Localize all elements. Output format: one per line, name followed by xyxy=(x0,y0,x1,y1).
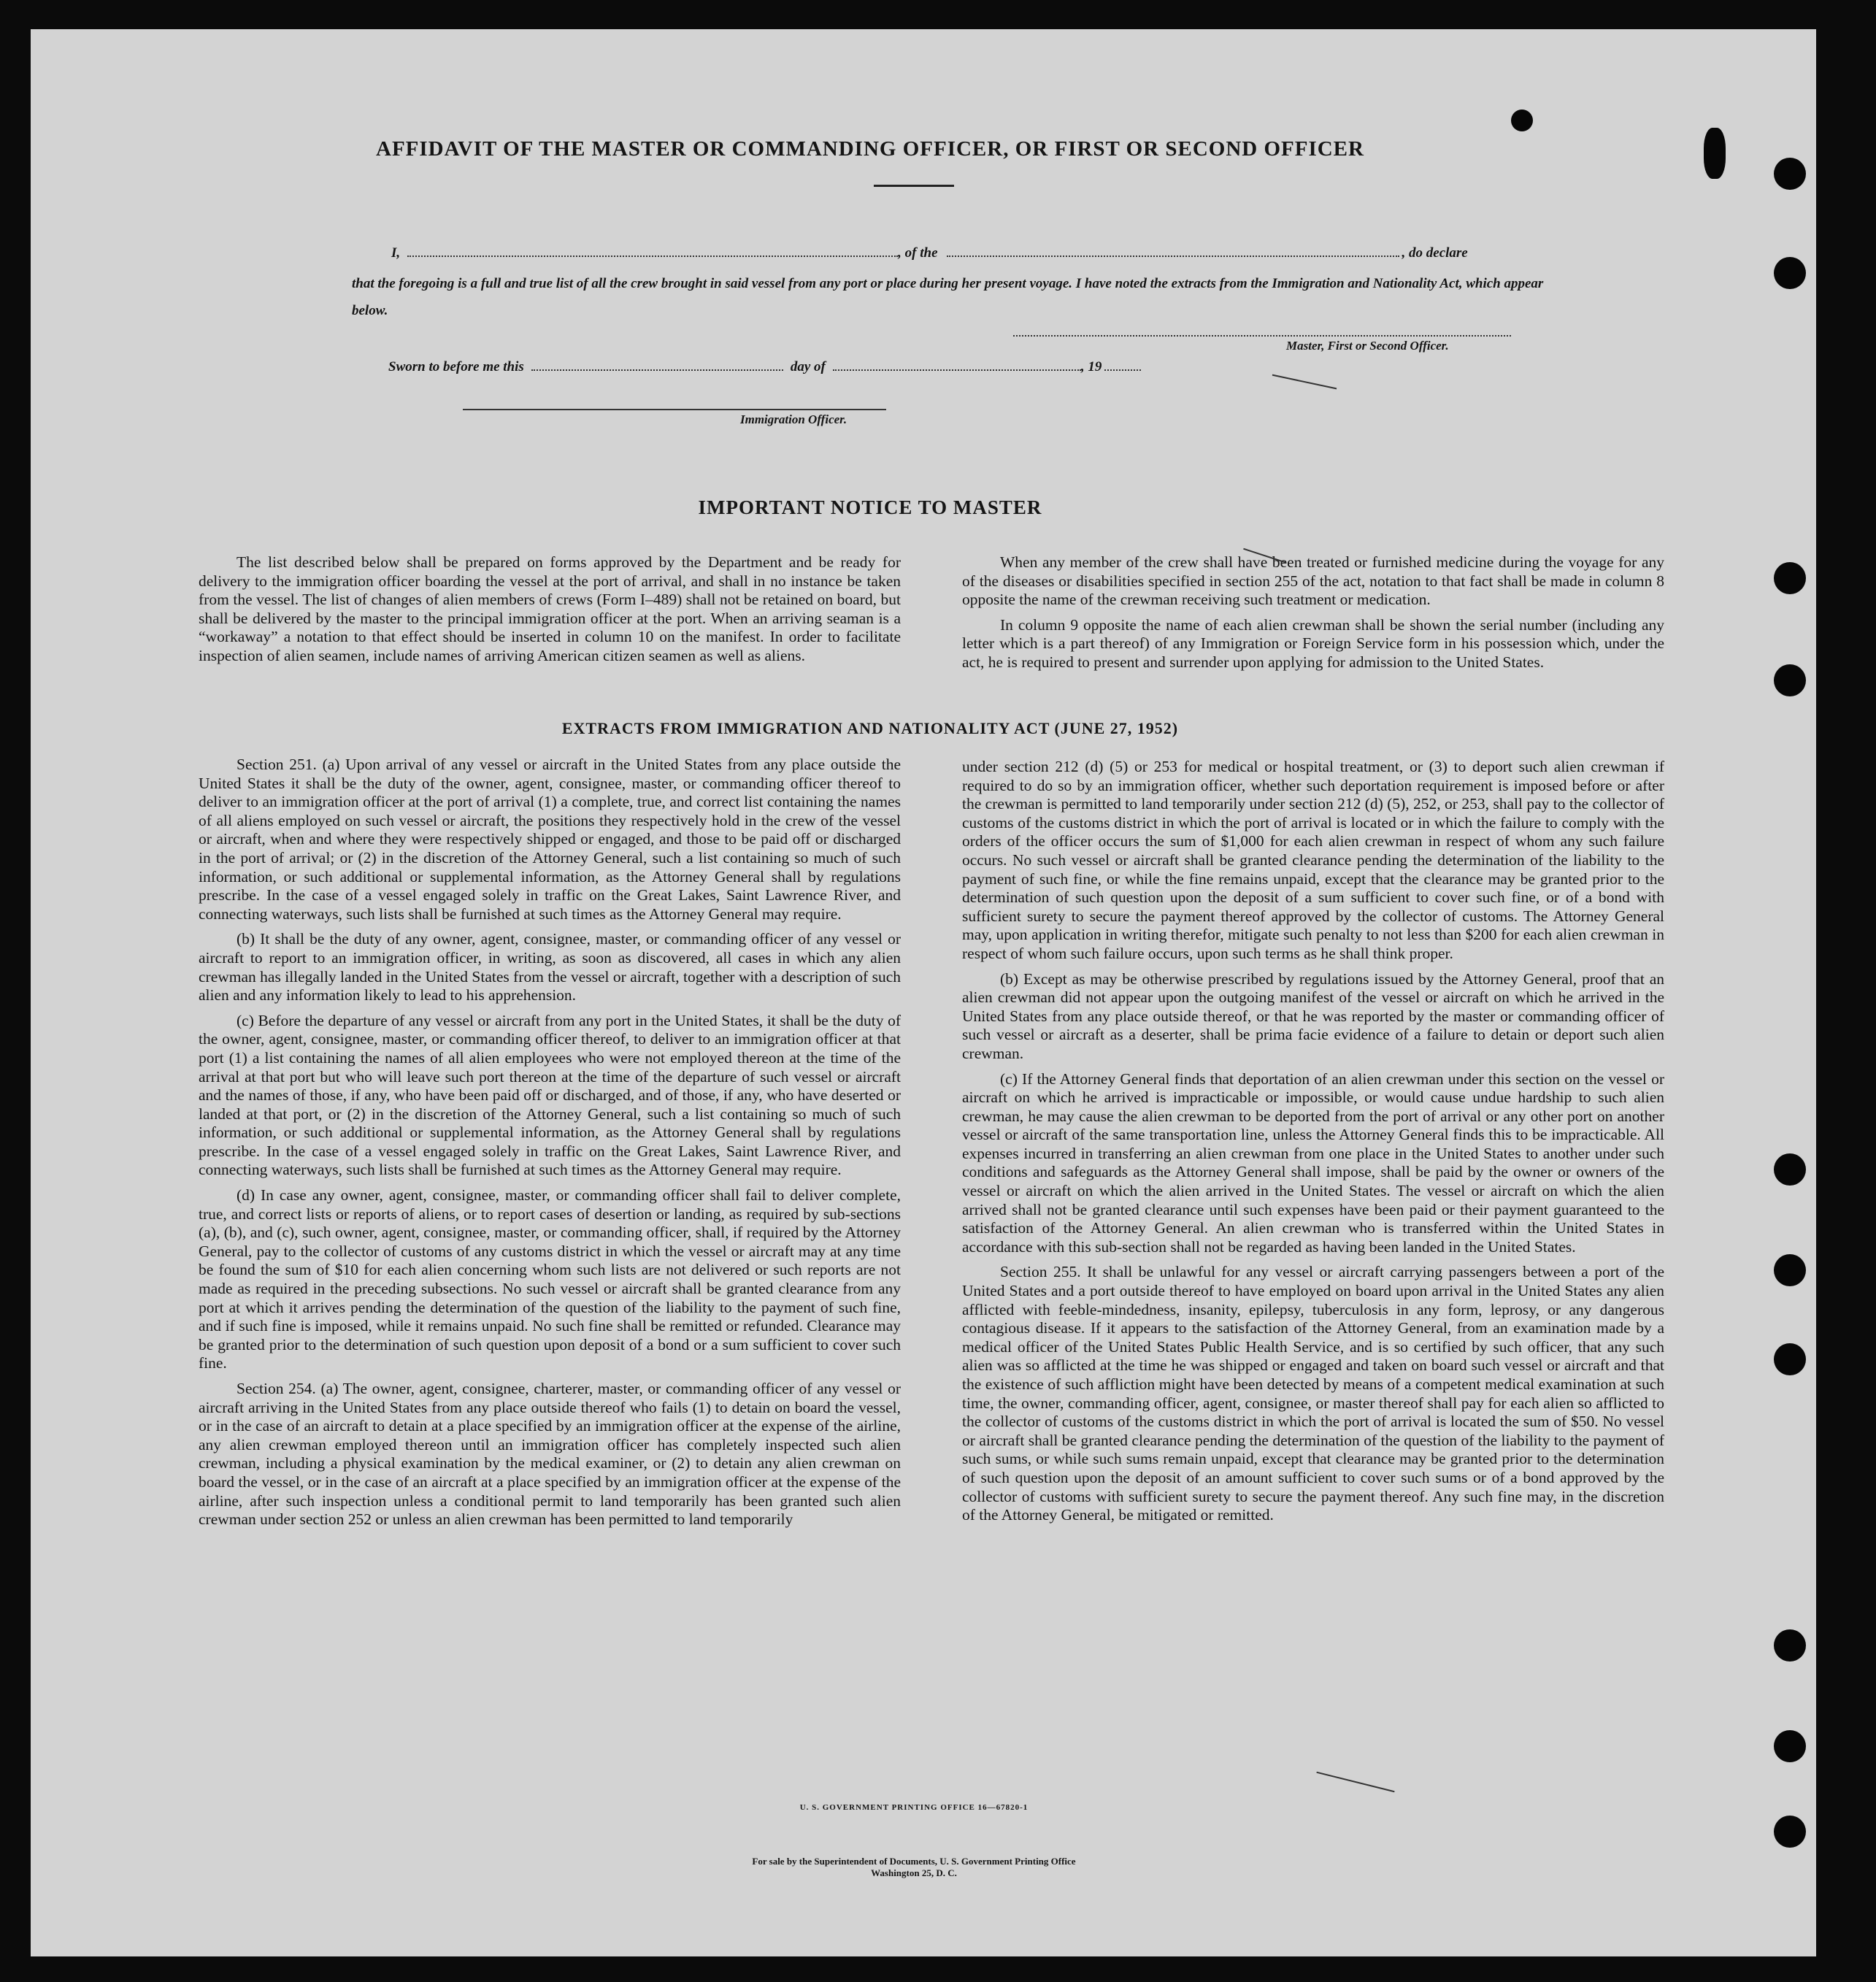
notice-paragraph: The list described below shall be prepared on forms approved by the Department and be ready for delivery to the immigration officer boarding the vessel at the port of arrival, and shall in no instance be taken from the vessel. The list of changes of alien members of crews (Form I–489) shall not be retained on board, but shall be delivered by the master to the principal immigration officer at the port. When an arriving seaman is a “workaway” a notation to that effect should be inserted in column 10 on the manifest. In order to facilitate inspection of alien seamen, include names of arriving American citizen seamen as well as aliens. xyxy=(199,553,901,664)
notice-left-column xyxy=(199,553,901,666)
notice-right-column xyxy=(962,553,1664,672)
punch-hole-icon xyxy=(1774,1153,1806,1186)
i-label: I, xyxy=(391,245,401,261)
section-251-c: (c) Before the departure of any vessel or aircraft from any port in the United States, it shall be the duty of the owner, agent, consignee, master, or commanding officer thereof, to deliver to an immigration officer at that port (1) a list containing the names of all alien employees who were not employed thereon at the time of the arrival at that port but who will leave such port thereon at the time of the departure of such vessel or aircraft and the names of those, if any, who have been paid off or discharged, and of those, if any, who have deserted or landed at that port, or (2) in the discretion of the Attorney General, such a list containing so much of such information, or such additional or supplemental information, as the Attorney General shall by regulations prescribe. In the case of a vessel engaged solely in traffic on the Great Lakes, Saint Lawrence River, and connecting waterways, such lists shall be furnished at such times as the Attorney General may require. xyxy=(199,1011,901,1179)
section-254-a: Section 254. (a) The owner, agent, consignee, charterer, master, or commanding officer of any vessel or aircraft arriving in the United States from any place outside thereof who fails (1) to detain on board the vessel, or in the case of an aircraft to detain at a place specified by an immigration officer at the expense of the airline, any alien crewman employed thereon until an immigration officer has completely inspected such alien crewman, including a physical examination by the medical examiner, or (2) to detain any alien crewman on board the vessel, or in the case of an aircraft at a place specified by an immigration officer at the expense of the airline, after such inspection unless a conditional permit to land temporarily has been granted such alien crewman under section 252 or unless an alien crewman has been permitted to land temporarily xyxy=(199,1380,901,1529)
day-of-label: day of xyxy=(790,359,826,374)
extracts-title: EXTRACTS FROM IMMIGRATION AND NATIONALITY ACT (JUNE 27, 1952) xyxy=(561,719,1179,737)
section-251-d: (d) In case any owner, agent, consignee, master, or commanding officer shall fail to deliver complete, true, and correct lists or reports of aliens, or to report cases of desertion or landing, as required by sub-sections (a), (b), and (c), such owner, agent, consignee, master, or commanding officer, shall, if required by the Attorney General, pay to the collector of customs of any customs district in which the vessel or aircraft may at any time be found the sum of $10 for each alien concerning whom such lists are not delivered or such reports are not made as required in the preceding subsections. No such vessel or aircraft shall be granted clearance from any port at which it arrives pending the determination of the question of the liability to the payment of such fine, and if such fine is imposed, while it remains unpaid. No such fine shall be remitted or refunded. Clearance may be granted prior to the determination of such question upon deposit of a bond or a sum sufficient to cover such fine. xyxy=(199,1186,901,1372)
notice-paragraph: In column 9 opposite the name of each alien crewman shall be shown the serial number (including any letter which is a part thereof) of any Immigration or Foreign Service form in his possession which, under the act, he is required to present and surrender upon applying for admission to the United States. xyxy=(962,615,1664,671)
section-255: Section 255. It shall be unlawful for any vessel or aircraft carrying passengers between a port of the United States and a port outside thereof to have employed on board upon arrival in the United States any alien afflicted with feeble-mindedness, insanity, epilepsy, tuberculosis in any form, leprosy, or any dangerous contagious disease. If it appears to the satisfaction of the Attorney General, from an examination made by a medical officer of the United States Public Health Service, and is so certified by such officer, that any such alien was so afflicted at the time he was shipped or engaged and taken on board such vessel or aircraft and that the existence of such affliction might have been detected by means of a competent medical examination at such time, the owner, commanding officer, agent, consignee, or master thereof shall pay for each alien so afflicted to the collector of customs of the customs district in which the port of arrival is located the sum of $50. No vessel or aircraft shall be granted clearance pending the determination of the question of the liability to the payment of such sums, or while such sums remain unpaid, except that clearance may be granted prior to the determination of such question upon the deposit of an amount sufficient to cover such sums or of a bond approved by the collector of customs with sufficient surety to secure the payment thereof. Any such fine may, in the discretion of the Attorney General, be mitigated or remitted. xyxy=(962,1263,1664,1524)
year-label: , 19 xyxy=(1080,359,1102,374)
section-251-a: Section 251. (a) Upon arrival of any vessel or aircraft in the United States from any place outside the United States it shall be the duty of the owner, agent, consignee, master, or commanding officer thereof to deliver to an immigration officer at the port of arrival (1) a complete, true, and correct list containing the names of all aliens employed on such vessel or aircraft, the positions they respectively hold in the crew of the vessel or aircraft, when and where they were respectively shipped or engaged, and those to be paid off or discharged in the port of arrival; or (2) in the discretion of the Attorney General, such a list containing so much of such information, or such additional or supplemental information, as the Attorney General shall by regulations prescribe. In the case of a vessel engaged solely in traffic on the Great Lakes, Saint Lawrence River, and connecting waterways, such lists shall be furnished at such times as the Attorney General may require. xyxy=(199,756,901,923)
master-label: Master, First or Second Officer. xyxy=(1286,339,1449,353)
punch-hole-icon xyxy=(1774,1343,1806,1375)
sworn-year-field[interactable] xyxy=(1104,369,1141,371)
title-rule xyxy=(874,185,954,187)
of-the-label: , of the xyxy=(898,245,938,261)
punch-hole-icon xyxy=(1774,257,1806,289)
pencil-mark xyxy=(1316,1772,1394,1793)
section-254-b: (b) Except as may be otherwise prescribed by regulations issued by the Attorney General, proof that an alien crewman did not appear upon the outgoing manifest of the vessel or aircraft on which he arrived in the United States from any place outside thereof, or that he was reported by the master or commanding officer of such vessel or aircraft as a deserter, shall be prima facie evidence of a failure to detain or deport such alien crewman. xyxy=(962,969,1664,1062)
sworn-label: Sworn to before me this xyxy=(388,359,524,374)
notice-paragraph: When any member of the crew shall have been treated or furnished medicine during the voyage for any of the diseases or disabilities specified in section 255 of the act, notation to that fact shall be made in column 8 opposite the name of the crewman receiving such treatment or medication. xyxy=(962,553,1664,609)
sworn-line xyxy=(388,359,1141,375)
notice-title: IMPORTANT NOTICE TO MASTER xyxy=(698,496,1042,518)
punch-hole-icon xyxy=(1774,562,1806,594)
punch-hole-icon xyxy=(1704,128,1726,179)
pencil-mark xyxy=(1272,374,1337,390)
section-254-c: (c) If the Attorney General finds that deportation of an alien crewman under this section on the vessel or aircraft on which he arrived is impracticable or impossible, or would cause undue hardship to such alien crewman, he may cause the alien crewman to be deported from the port of arrival or any other port on another vessel or aircraft of the same transportation line, unless the Attorney General finds this to be impracticable. All expenses incurred in transferring an alien crewman from one place in the United States to another under such conditions and safeguards as the Attorney General shall impose, shall be paid by the owner or owners of the vessel or aircraft on which the alien arrived in the United States. The vessel or aircraft on which the alien arrived shall not be granted clearance until such expenses have been paid or their payment guaranteed to the satisfaction of the Attorney General. An alien crewman who is transferred within the United States in accordance with this sub-section shall not be regarded as having been landed in the United States. xyxy=(962,1069,1664,1256)
vessel-field[interactable] xyxy=(947,256,1399,257)
punch-hole-icon xyxy=(1774,1629,1806,1662)
name-field[interactable] xyxy=(407,256,898,257)
punch-hole-icon xyxy=(1774,1816,1806,1848)
sale-notice xyxy=(615,1856,1213,1879)
officer-signature-field[interactable] xyxy=(463,409,886,410)
punch-hole-icon xyxy=(1774,158,1806,190)
punch-hole-icon xyxy=(1774,664,1806,696)
punch-hole-icon xyxy=(1774,1730,1806,1762)
sale-line-2: Washington 25, D. C. xyxy=(871,1867,957,1878)
sale-line-1: For sale by the Superintendent of Documents, U. S. Government Printing Office xyxy=(752,1856,1076,1867)
affidavit-title: AFFIDAVIT OF THE MASTER OR COMMANDING OFFICER, OR FIRST OR SECOND OFFICER xyxy=(376,137,1364,161)
punch-hole-icon xyxy=(1774,1254,1806,1286)
sworn-day-field[interactable] xyxy=(531,369,783,371)
punch-hole-icon xyxy=(1511,110,1533,131)
printing-office-line: U. S. GOVERNMENT PRINTING OFFICE 16—67820-1 xyxy=(799,1803,1029,1812)
section-251-b: (b) It shall be the duty of any owner, agent, consignee, master, or commanding officer of any vessel or aircraft to report to an immigration officer, in writing, as soon as discovered, all cases in which any alien crewman has illegally landed in the United States from the vessel or aircraft, together with a description of such alien and any information likely to lead to his apprehension. xyxy=(199,930,901,1005)
do-declare-label: , do declare xyxy=(1402,245,1468,261)
sworn-month-field[interactable] xyxy=(833,369,1081,371)
extracts-right-column xyxy=(962,758,1664,1525)
officer-label: Immigration Officer. xyxy=(740,412,847,426)
declaration-text: that the foregoing is a full and true list of all the crew brought in said vessel from any port or place during her present voyage. I have noted the extracts from the Immigration and Nationality Act, which appear below. xyxy=(352,276,1544,318)
form-page xyxy=(31,29,1816,1956)
extracts-left-column xyxy=(199,756,901,1529)
master-signature-field[interactable] xyxy=(1013,335,1511,337)
declaration-line xyxy=(391,245,1545,261)
section-254-a-continued: under section 212 (d) (5) or 253 for medical or hospital treatment, or (3) to deport such alien crewman if required to do so by an immigration officer, whether such deportation requirement is imposed before or after the crewman is permitted to land temporarily under section 212 (d) (5), 252, or 253, shall pay to the collector of customs of the customs district in which the port of arrival is located or in which the failure to comply with the orders of the officer occurs the sum of $1,000 for each alien crewman in respect of whom any such failure occurs. No such vessel or aircraft shall be granted clearance pending the determination of the liability to the payment of such fine, or while the fine remains unpaid, except that the clearance may be granted prior to the determination of such question upon the deposit of a sum sufficient to cover such fine, or of a bond with sufficient surety to secure the payment thereof approved by the collector of customs. The Attorney General may, upon application in writing therefor, mitigate such penalty to not less than $200 for each alien crewman in respect of whom such failure occurs, upon such terms as he shall think proper. xyxy=(962,758,1664,962)
